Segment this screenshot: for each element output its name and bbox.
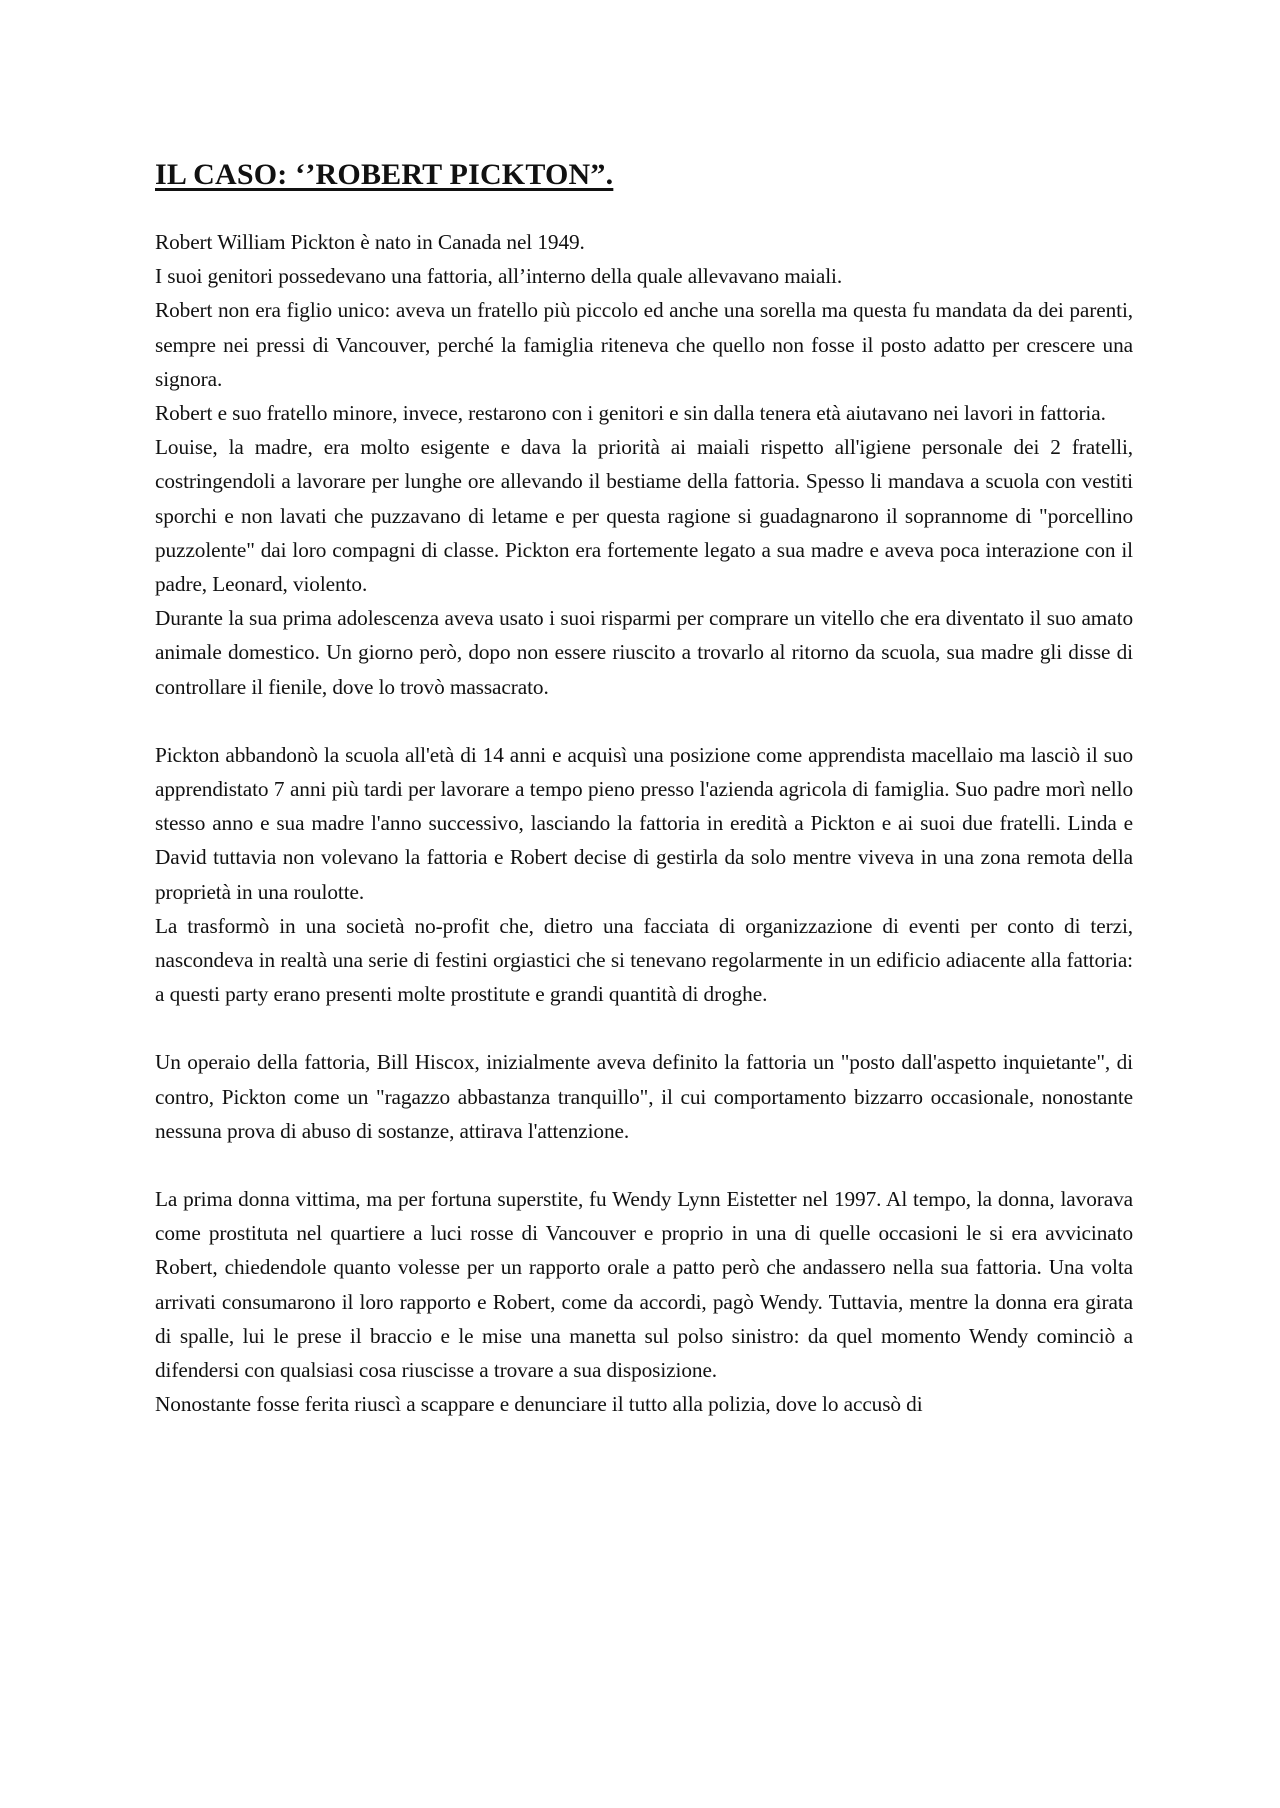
document-title: IL CASO: ‘’ROBERT PICKTON”. bbox=[155, 158, 614, 191]
paragraph-spacer bbox=[155, 1011, 1133, 1045]
paragraph-spacer bbox=[155, 704, 1133, 738]
paragraph-spacer bbox=[155, 1148, 1133, 1182]
paragraph: Louise, la madre, era molto esigente e dava la priorità ai maiali rispetto all'igiene personale dei 2 fratelli, costringendoli a lavorare per lunghe ore allevando il bestiame della fattoria. Spesso li mandava a scuola con vestiti sporchi e non lavati che puzzavano di letame e per questa ragione si guadagnarono il soprannome di "porcellino puzzolente" dai loro compagni di classe. Pickton era fortemente legato a sua madre e aveva poca interazione con il padre, Leonard, violento. bbox=[155, 435, 1133, 597]
document-body bbox=[155, 157, 1133, 1422]
document-text bbox=[155, 225, 1133, 1422]
paragraph: Nonostante fosse ferita riuscì a scappare e denunciare il tutto alla polizia, dove lo accusò di bbox=[155, 1392, 923, 1417]
paragraph: Pickton abbandonò la scuola all'età di 14 anni e acquisì una posizione come apprendista macellaio ma lasciò il suo apprendistato 7 anni più tardi per lavorare a tempo pieno presso l'azienda agricola di famiglia. Suo padre morì nello stesso anno e sua madre l'anno successivo, lasciando la fattoria in eredità a Pickton e ai suoi due fratelli. Linda e David tuttavia non volevano la fattoria e Robert decise di gestirla da solo mentre viveva in una zona remota della proprietà in una roulotte. bbox=[155, 742, 1133, 904]
paragraph: Robert e suo fratello minore, invece, restarono con i genitori e sin dalla tenera età aiutavano nei lavori in fattoria. bbox=[155, 401, 1106, 426]
paragraph: Robert William Pickton è nato in Canada nel 1949. bbox=[155, 230, 585, 254]
paragraph: Durante la sua prima adolescenza aveva usato i suoi risparmi per comprare un vitello che era diventato il suo amato animale domestico. Un giorno però, dopo non essere riuscito a trovarlo al ritorno da scuola, sua madre gli disse di controllare il fienile, dove lo trovò massacrato. bbox=[155, 606, 1133, 699]
paragraph: Un operaio della fattoria, Bill Hiscox, inizialmente aveva definito la fattoria un "posto dall'aspetto inquietante", di contro, Pickton come un "ragazzo abbastanza tranquillo", il cui comportamento bizzarro occasionale, nonostante nessuna prova di abuso di sostanze, attirava l'attenzione. bbox=[155, 1050, 1133, 1143]
paragraph: Robert non era figlio unico: aveva un fratello più piccolo ed anche una sorella ma questa fu mandata da dei parenti, sempre nei pressi di Vancouver, perché la famiglia riteneva che quello non fosse il posto adatto per crescere una signora. bbox=[155, 298, 1133, 391]
paragraph: I suoi genitori possedevano una fattoria, all’interno della quale allevavano maiali. bbox=[155, 264, 843, 289]
paragraph: La trasformò in una società no-profit che, dietro una facciata di organizzazione di eventi per conto di terzi, nascondeva in realtà una serie di festini orgiastici che si tenevano regolarmente in un edificio adiacente alla fattoria: a questi party erano presenti molte prostitute e grandi quantità di droghe. bbox=[155, 913, 1133, 1007]
paragraph: La prima donna vittima, ma per fortuna superstite, fu Wendy Lynn Eistetter nel 1997. Al tempo, la donna, lavorava come prostituta nel quartiere a luci rosse di Vancouver e proprio in una di quelle occasioni le si era avvicinato Robert, chiedendole quanto volesse per un rapporto orale a patto però che andassero nella sua fattoria. Una volta arrivati consumarono il loro rapporto e Robert, come da accordi, pagò Wendy. Tuttavia, mentre la donna era girata di spalle, lui le prese il braccio e le mise una manetta sul polso sinistro: da quel momento Wendy cominciò a difendersi con qualsiasi cosa riuscisse a trovare a sua disposizione. bbox=[155, 1187, 1133, 1383]
